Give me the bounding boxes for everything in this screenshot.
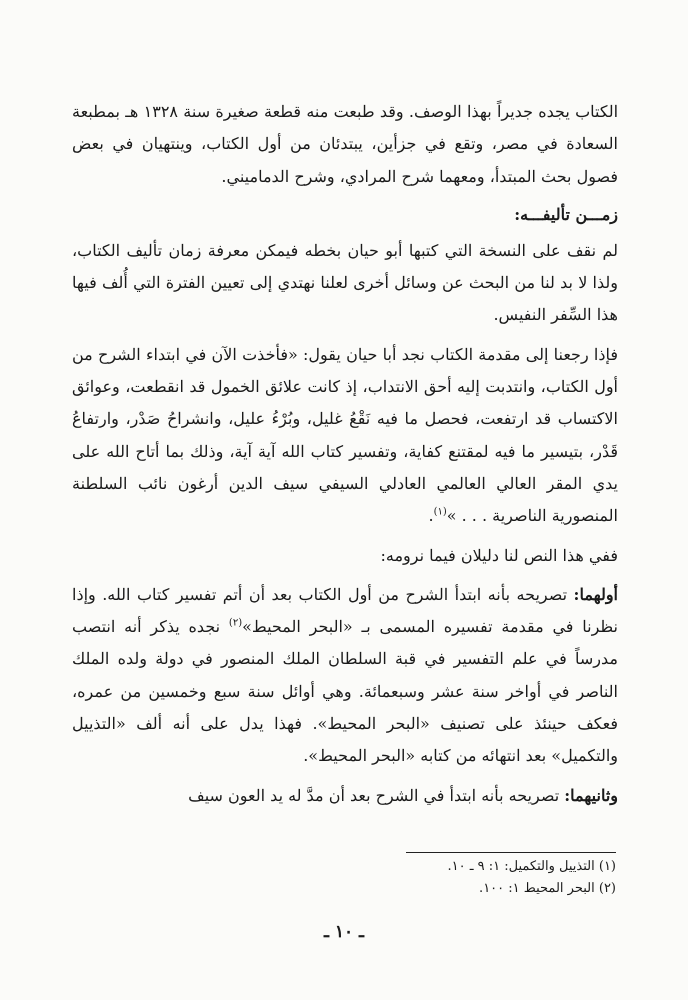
- footnote-divider: [406, 852, 616, 853]
- second-evidence-text: تصريحه بأنه ابتدأ في الشرح بعد أن مدَّ له يد العون سيف: [188, 785, 565, 805]
- footnotes: [447, 856, 616, 900]
- section-heading: زمـــن تأليفـــه:: [514, 204, 618, 224]
- first-evidence-label: أولهما:: [573, 584, 618, 604]
- footnote-2: [447, 878, 616, 900]
- quotation-text: فإذا رجعنا إلى مقدمة الكتاب نجد أبا حيان يقول: «فأخذت الآن في ابتداء الشرح من أول الكتاب، وانتدبت إليه أحق الانتداب، إذ كانت علائق الخمول قد انقطعت، وعوائق الاكتساب قد ارتفعت، فحصل ما فيه نَقْعُ غليل، وبُرْءُ عليل، وانشراحُ صَدْر، وارتفاعُ قَدْر، بتيسير ما فيه لمقتنع كفاية، وتفسير كتاب الله آية آية، وذلك بما أتاح الله على يدي المقر العالي العالمي العادلي السيفي سيف الدين أرغون نائب السلطنة المنصورية الناصرية . . . »: [72, 344, 618, 526]
- quotation-end: .: [428, 506, 434, 526]
- footnote-1-text: التذييل والتكميل: ١: ٩ ـ ١٠.: [447, 859, 595, 874]
- paragraph-quotation: [72, 339, 618, 533]
- footnote-ref-2: (٢): [228, 617, 243, 629]
- footnote-2-number: (٢): [598, 881, 616, 896]
- footnote-1: [447, 856, 616, 878]
- paragraph-evidence-intro: ففي هذا النص لنا دليلان فيما نرومه:: [380, 545, 618, 565]
- footnote-1-number: (١): [598, 859, 616, 874]
- second-evidence-label: وثانيهما:: [564, 785, 618, 805]
- paragraph-composition-time: لم نقف على النسخة التي كتبها أبو حيان بخطه فيمكن معرفة زمان تأليف الكتاب، ولذا لا بد لنا من البحث عن وسائل أخرى لعلنا نهتدي إلى تعيين الفترة التي أُلف فيها هذا السِّفر النفيس.: [72, 240, 618, 325]
- paragraph-first-evidence: [72, 579, 618, 773]
- page-number: ـ ١٠ ـ: [323, 922, 365, 942]
- footnote-ref-1: (١): [433, 506, 447, 518]
- paragraph-intro: الكتاب يجده جديراً بهذا الوصف. وقد طبعت منه قطعة صغيرة سنة ١٣٢٨ هـ بمطبعة السعادة في مصر، وتقع في جزأين، يبتدئان من أول الكتاب، وينتهيان في بعض فصول بحث المبتدأ، ومعهما شرح المرادي، وشرح الدماميني.: [72, 102, 619, 186]
- first-evidence-text-b: نجده يذكر أنه انتصب مدرساً في علم التفسير في قبة السلطان الملك المنصور في دولة ولده الملك الناصر في أواخر سنة عشر وسبعمائة. وهي أوائل سنة سبع وخمسين من عمره، فعكف حينئذ على تصنيف «البحر المحيط». فهذا يدل على أنه ألف «التذييل والتكميل» بعد انتهائه من كتابه «البحر المحيط».: [72, 617, 618, 766]
- paragraph-second-evidence: [72, 780, 618, 812]
- footnote-2-text: البحر المحيط ١: ١٠٠.: [479, 881, 595, 896]
- first-evidence-text-a: تصريحه بأنه ابتدأ الشرح من أول الكتاب بعد أن أتم تفسير كتاب الله. وإذا نظرنا في مقدمة تفسيره المسمى بـ «البحر المحيط»: [72, 584, 618, 637]
